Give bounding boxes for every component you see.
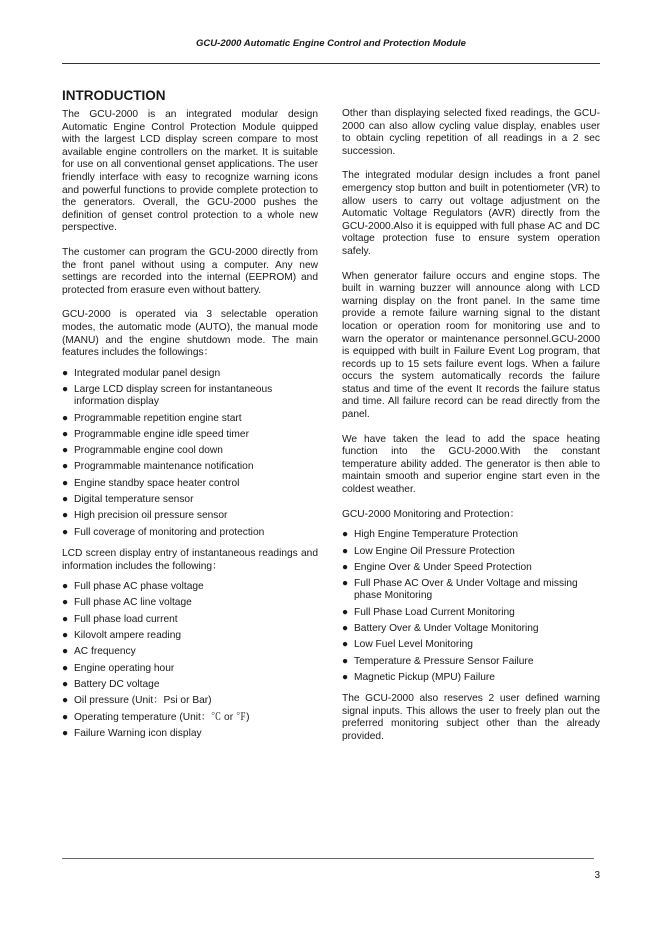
list-item-text: Engine operating hour	[74, 662, 175, 674]
protections-list	[342, 529, 600, 684]
list-item	[342, 639, 600, 651]
bullet-icon: ●	[342, 529, 349, 541]
bullet-icon: ●	[62, 597, 69, 609]
list-item-text: Low Fuel Level Monitoring	[354, 639, 473, 651]
bullet-icon: ●	[62, 510, 69, 522]
user-inputs-paragraph: The GCU-2000 also reserves 2 user defined warning signal inputs. This allows the user to freely plan out the preferred monitoring subject other than the already provided.	[342, 693, 600, 742]
list-item	[62, 510, 318, 522]
list-item	[62, 478, 318, 490]
bullet-icon: ●	[342, 655, 349, 667]
bullet-icon: ●	[62, 727, 69, 739]
list-item	[342, 656, 600, 668]
list-item	[62, 494, 318, 506]
list-item	[62, 368, 318, 380]
list-item	[62, 712, 318, 724]
list-item-text: Full phase AC phase voltage	[74, 581, 204, 593]
modes-paragraph: GCU-2000 is operated via 3 selectable operation modes, the automatic mode (AUTO), the manual mode (MANU) and the engine shutdown mode. The main features includes the followings：	[62, 309, 318, 359]
list-item	[62, 646, 318, 658]
bullet-icon: ●	[62, 412, 69, 424]
bullet-icon: ●	[62, 461, 69, 473]
list-item-text: Full Phase AC Over & Under Voltage and missing phase Monitoring	[354, 578, 578, 602]
heating-paragraph: We have taken the lead to add the space heating function into the GCU-2000.With the constant temperature ability added. The generator is then able to maintain smooth and superior engine start even in the coldest weather.	[342, 433, 600, 496]
running-header: GCU-2000 Automatic Engine Control and Protection Module	[196, 38, 466, 49]
list-item-text: Engine standby space heater control	[74, 477, 240, 489]
list-item-text: Oil pressure (Unit：Psi or Bar)	[74, 695, 212, 707]
list-item	[62, 527, 318, 539]
list-item	[342, 672, 600, 684]
bullet-icon: ●	[62, 477, 69, 489]
list-item	[62, 429, 318, 441]
list-item-text: High Engine Temperature Protection	[354, 529, 519, 541]
bullet-icon: ●	[62, 428, 69, 440]
bullet-icon: ●	[342, 561, 349, 573]
list-item-text: Magnetic Pickup (MPU) Failure	[354, 671, 495, 683]
bullet-icon: ●	[62, 630, 69, 642]
list-item	[62, 581, 318, 593]
bullet-icon: ●	[342, 671, 349, 683]
list-item-text: Failure Warning icon display	[74, 727, 202, 739]
list-item-text: Full Phase Load Current Monitoring	[354, 606, 515, 618]
list-item	[62, 445, 318, 457]
bullet-icon: ●	[342, 606, 349, 618]
list-item-text: Programmable engine cool down	[74, 445, 223, 457]
list-item	[342, 623, 600, 635]
list-item	[62, 695, 318, 707]
bullet-icon: ●	[62, 695, 69, 707]
list-item-text: Digital temperature sensor	[74, 494, 194, 506]
list-item-text: Programmable maintenance notification	[74, 461, 254, 473]
bullet-icon: ●	[62, 494, 69, 506]
list-item	[62, 461, 318, 473]
section-heading: INTRODUCTION	[62, 88, 166, 103]
list-item-text: Battery DC voltage	[74, 678, 160, 690]
list-item	[342, 529, 600, 541]
list-item-text: Temperature & Pressure Sensor Failure	[354, 655, 534, 667]
intro-paragraph: The GCU-2000 is an integrated modular design Automatic Engine Control Protection Module quipped with the largest LCD display screen compare to most available engine controllers on the market. It is suitable for use on all conventional genset applications. The user friendly interface with easy to recognize warning icons and powerful functions to provide complete protection to the generators. Overall, the GCU-2000 pushes the definition of genset control protection to a whole new perspective.	[62, 109, 318, 234]
list-item	[62, 614, 318, 626]
list-item	[62, 663, 318, 675]
list-item	[342, 578, 600, 603]
bullet-icon: ●	[62, 711, 69, 723]
list-item-text: Operating temperature (Unit：℃ or ℉)	[74, 711, 250, 723]
header-divider	[62, 63, 600, 64]
list-item	[62, 679, 318, 691]
bullet-icon: ●	[62, 383, 69, 395]
list-item	[62, 413, 318, 425]
list-item-text: Large LCD display screen for instantaneous information display	[74, 383, 273, 408]
features-list	[62, 368, 318, 539]
failure-paragraph: When generator failure occurs and engine stops. The built in warning buzzer will announce along with LCD warning display on the front panel. In the same time provide a remote failure warning signal to the distant location or operation room for monitoring use and to warn the operator or maintenance personnel.GCU-2000 is equipped with built in Failure Event Log program, that records up to 15 sets failure event logs. When a failure occurs the system automatically records the failure status and time of the event It records the failure status and time. All failure record can be read directly from the panel.	[342, 270, 600, 421]
panel-design-paragraph: The integrated modular design includes a front panel emergency stop button and built in potentiometer (VR) to allow users to carry out voltage adjustment on the Automatic Voltage Regulators (AVR) directly from the GCU-2000.Also it is equipped with full phase AC and DC voltage protection fuse to ensure system operation safely.	[342, 170, 600, 257]
list-item	[62, 597, 318, 609]
left-column	[62, 88, 318, 744]
list-item-text: Full phase AC line voltage	[74, 597, 192, 609]
bullet-icon: ●	[62, 613, 69, 625]
protection-heading: GCU-2000 Monitoring and Protection：	[342, 508, 520, 520]
bullet-icon: ●	[62, 646, 69, 658]
bullet-icon: ●	[62, 367, 69, 379]
bullet-icon: ●	[62, 581, 69, 593]
right-column	[342, 108, 600, 744]
bullet-icon: ●	[342, 545, 349, 557]
bullet-icon: ●	[342, 639, 349, 651]
bullet-icon: ●	[62, 678, 69, 690]
list-item	[342, 546, 600, 558]
cycling-paragraph: Other than displaying selected fixed readings, the GCU-2000 can also allow cycling value display, enables user to obtain cycling repetition of all readings in a 2 sec succession.	[342, 108, 600, 157]
bullet-icon: ●	[342, 578, 349, 590]
bullet-icon: ●	[342, 623, 349, 634]
list-item-text: Kilovolt ampere reading	[74, 630, 182, 642]
list-item-text: Full phase load current	[74, 613, 178, 625]
bullet-icon: ●	[62, 445, 69, 457]
list-item-text: Programmable repetition engine start	[74, 412, 242, 424]
list-item-text: Integrated modular panel design	[74, 367, 221, 379]
list-item-text: Full coverage of monitoring and protection	[74, 526, 265, 538]
footer-divider	[62, 858, 594, 859]
page-number: 3	[594, 870, 600, 881]
list-item-text: Engine Over & Under Speed Protection	[354, 561, 532, 573]
list-item	[342, 562, 600, 574]
bullet-icon: ●	[62, 526, 69, 538]
list-item	[62, 728, 318, 740]
list-item-text: Battery Over & Under Voltage Monitoring	[354, 623, 539, 634]
readings-list	[62, 581, 318, 740]
list-item-text: High precision oil pressure sensor	[74, 510, 228, 522]
list-item	[342, 607, 600, 619]
lcd-paragraph: LCD screen display entry of instantaneous readings and information includes the following：	[62, 547, 318, 572]
list-item	[62, 630, 318, 642]
list-item-text: Programmable engine idle speed timer	[74, 428, 249, 440]
list-item-text: AC frequency	[74, 646, 136, 658]
list-item-text: Low Engine Oil Pressure Protection	[354, 545, 515, 557]
list-item	[62, 384, 318, 409]
bullet-icon: ●	[62, 662, 69, 674]
programming-paragraph: The customer can program the GCU-2000 directly from the front panel without using a computer. Any new settings are recorded into the internal (EEPROM) and protected from erasure even without battery.	[62, 246, 318, 296]
